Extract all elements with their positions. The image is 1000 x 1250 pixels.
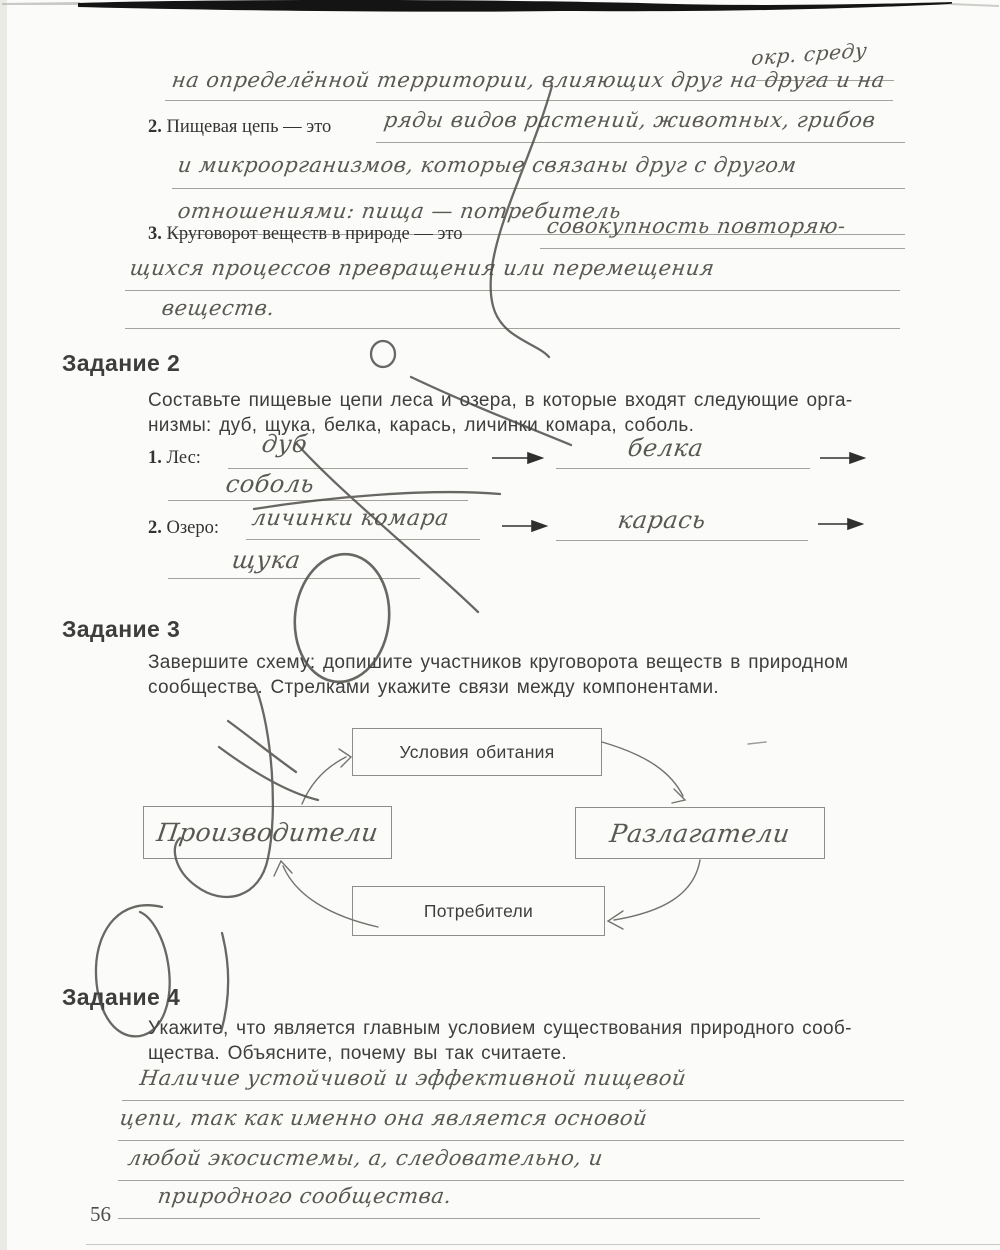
answer-line (165, 100, 893, 101)
task-4-heading: Задание 4 (62, 984, 181, 1010)
task-2-row-1-label: 1. Лес: (148, 448, 201, 468)
definition-2-answer-3: отношениями: пища — потребитель (176, 199, 623, 223)
diagram-box-decomposers (575, 807, 825, 859)
pencil-large-oval-mark (96, 905, 170, 1036)
arrowhead-icon (672, 789, 685, 803)
definition-3-number: 3. (148, 224, 162, 244)
answer-line (168, 500, 468, 501)
definition-2-number: 2. (148, 117, 162, 137)
task-3-heading: Задание 3 (62, 616, 181, 642)
arrowhead-icon (528, 453, 542, 463)
answer-line (168, 578, 420, 579)
marginal-note-handwriting: окр. среду (750, 38, 869, 70)
definition-3-label: 3. Круговорот веществ в природе — это (148, 224, 463, 244)
task-4-answer-line-3: любой экосистемы, а, следовательно, и (126, 1146, 605, 1170)
task-4-body-line-2: щества. Объясните, почему вы так считаете. (148, 1043, 567, 1064)
answer-line (118, 1140, 904, 1141)
answer-line (172, 188, 905, 189)
diagram-box-producers (143, 806, 392, 859)
diagram-box-decomposers-handwriting: Разлагатели (608, 818, 792, 848)
answer-line (228, 468, 468, 469)
diagram-box-consumers-label: Потребители (423, 900, 534, 921)
chain-1-answer-1: дуб (260, 430, 310, 458)
task-2-row-2-label: 2. Озеро: (148, 518, 220, 538)
answer-line (376, 142, 905, 143)
answer-line (556, 468, 810, 469)
task-2-heading: Задание 2 (62, 350, 181, 376)
arrowhead-icon (848, 519, 862, 529)
pencil-small-circle (371, 341, 395, 367)
answer-line (118, 1180, 904, 1181)
definition-3-answer-3: веществ. (160, 296, 277, 320)
answer-line (125, 290, 900, 291)
definition-3-answer-1: совокупность повторяю- (545, 214, 848, 238)
arrowhead-icon (274, 861, 292, 876)
task-4-answer-line-1: Наличие устойчивой и эффективной пищевой (138, 1066, 688, 1090)
task-4-body-line-1: Укажите, что является главным условием существования природного сооб- (148, 1018, 852, 1039)
task-4-answer-line-4: природного сообщества. (156, 1184, 454, 1208)
definition-2-label: 2. Пищевая цепь — это (148, 117, 332, 137)
chain-2-answer-1: личинки комара (250, 506, 451, 531)
arrowhead-icon (850, 453, 864, 463)
pencil-diagonal-stroke (228, 721, 296, 772)
arrow-producers-to-conditions (302, 757, 346, 804)
arrow-decomposers-to-consumers (614, 860, 700, 920)
page-number: 56 (90, 1202, 111, 1226)
answer-line (122, 1100, 904, 1101)
definition-2-answer-1: ряды видов растений, животных, грибов (382, 108, 878, 132)
definition-3-answer-2: щихся процессов превращения или перемещения (128, 256, 717, 280)
chain-2-answer-2: карась (616, 506, 708, 534)
task-4-answer-line-2: цепи, так как именно она является основой (118, 1106, 649, 1130)
scan-smudge-top (78, 0, 952, 12)
answer-line (540, 248, 905, 249)
scan-edge-band (0, 0, 7, 1250)
arrowhead-icon (339, 749, 351, 767)
diagram-box-conditions (352, 728, 602, 776)
task-3-body-line-1: Завершите схему: допишите участников круговорота веществ в природном (148, 652, 849, 673)
diagram-box-conditions-label: Условия обитания (399, 741, 555, 762)
answer-line (246, 539, 480, 540)
task-2-body-line-2: низмы: дуб, щука, белка, карась, личинки комара, соболь. (148, 415, 695, 436)
overflow-answer-handwriting: на определённой территории, влияющих друг на друга и на (170, 68, 887, 92)
answer-line (556, 540, 808, 541)
arrow-conditions-to-decomposers (602, 742, 683, 796)
task-3-body-line-2: сообществе. Стрелками укажите связи между компонентами. (148, 677, 719, 698)
pencil-loop-flourish (175, 688, 273, 897)
chain-1-answer-extra: соболь (224, 470, 317, 498)
stray-dash-mark (748, 742, 766, 744)
pencil-diagonal-stroke (219, 747, 318, 800)
answer-line (118, 1218, 760, 1219)
arrowhead-icon (608, 911, 623, 929)
scan-bottom-line (86, 1244, 1000, 1245)
chain-1-answer-2: белка (626, 434, 706, 462)
arrowhead-icon (532, 521, 546, 531)
diagram-box-producers-handwriting: Производители (154, 818, 381, 847)
diagram-box-consumers (352, 886, 605, 936)
definition-2-answer-2: и микроорганизмов, которые связаны друг с другом (176, 153, 799, 177)
answer-line (125, 328, 900, 329)
scan-smudge-right (950, 3, 999, 7)
chain-2-answer-extra: щука (230, 546, 303, 574)
task-2-body-line-1: Составьте пищевые цепи леса и озера, в которые входят следующие орга- (148, 390, 853, 411)
scan-smudge-left (2, 2, 80, 5)
